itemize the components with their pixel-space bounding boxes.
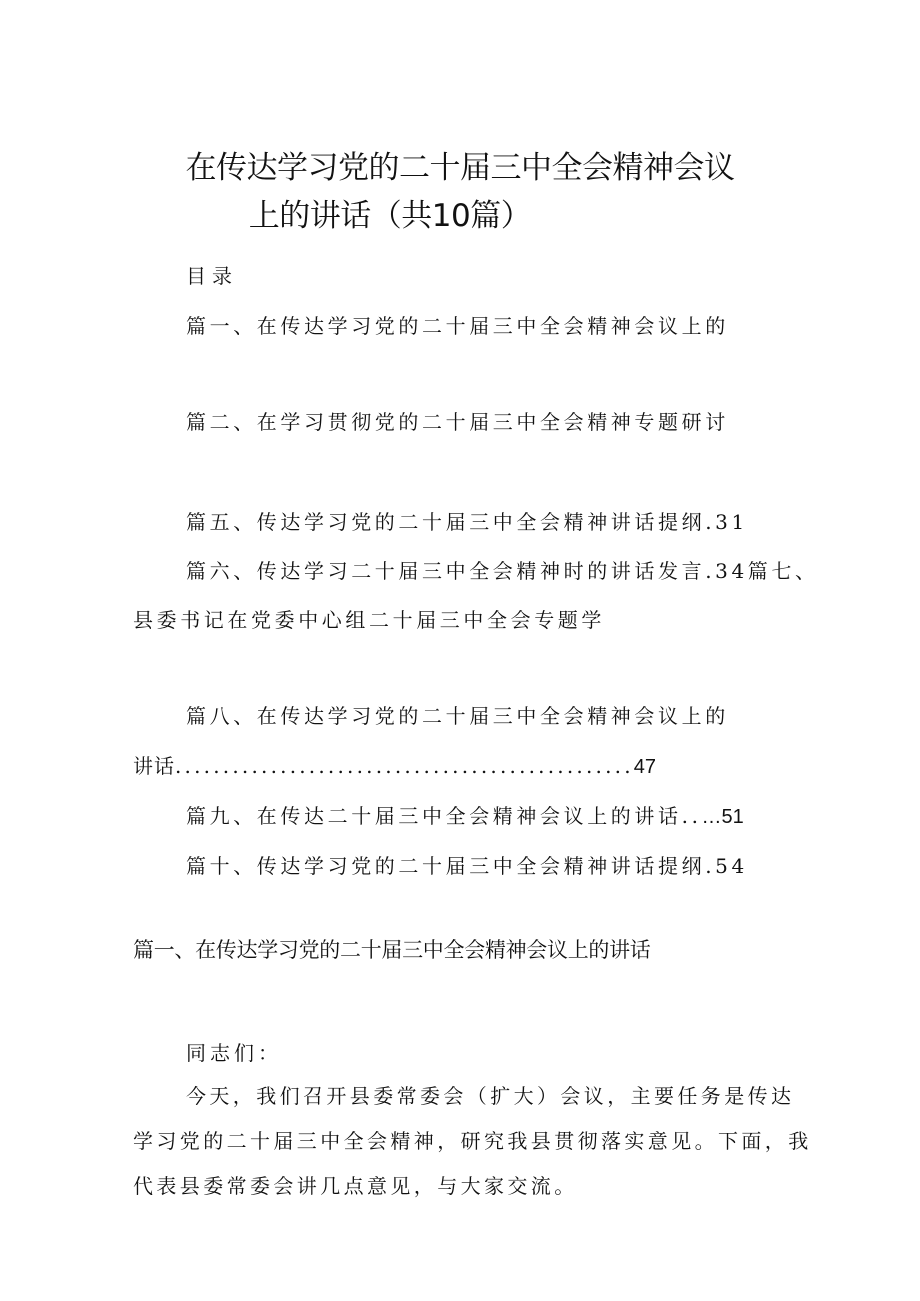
- toc-entry-1: 篇一、在传达学习党的二十届三中全会精神会议上的: [186, 314, 729, 338]
- toc-leader-dots: ................................................: [175, 754, 634, 778]
- body-paragraph-line: 学习党的二十届三中全会精神，研究我县贯彻落实意见。下面，我: [133, 1129, 812, 1153]
- toc-entry-9-text: 篇九、在传达二十届三中全会精神会议上的讲话: [186, 804, 682, 828]
- document-title-line2: 上的讲话（共10篇）: [248, 198, 532, 234]
- toc-entry-7-continued: 县委书记在党委中心组二十届三中全会专题学: [133, 608, 605, 632]
- toc-heading: 目录: [186, 264, 238, 288]
- toc-entry-5: 篇五、传达学习党的二十届三中全会精神讲话提纲.31: [186, 510, 748, 534]
- toc-page-number: …51: [701, 806, 744, 828]
- toc-entry-9: [186, 800, 744, 829]
- toc-entry-2: 篇二、在学习贯彻党的二十届三中全会精神专题研讨: [186, 410, 729, 434]
- body-paragraph-line: 代表县委常委会讲几点意见，与大家交流。: [133, 1174, 578, 1198]
- section-heading: 篇一、在传达学习党的二十届三中全会精神会议上的讲话: [133, 938, 651, 962]
- toc-entry-10: 篇十、传达学习党的二十届三中全会精神讲话提纲.54: [186, 854, 748, 878]
- toc-page-number: 47: [633, 756, 657, 778]
- body-paragraph-line: 今天，我们召开县委常委会（扩大）会议，主要任务是传达: [186, 1084, 795, 1108]
- toc-entry-8-continued: [133, 750, 656, 779]
- toc-leader-dots: ..: [681, 804, 702, 828]
- salutation: 同志们：: [186, 1041, 282, 1065]
- document-title-line1: 在传达学习党的二十届三中全会精神会议: [185, 150, 735, 186]
- toc-entry-6: 篇六、传达学习二十届三中全会精神时的讲话发言.34篇七、: [186, 559, 819, 583]
- toc-entry-8-text: 讲话: [133, 754, 175, 778]
- toc-entry-8: 篇八、在传达学习党的二十届三中全会精神会议上的: [186, 704, 729, 728]
